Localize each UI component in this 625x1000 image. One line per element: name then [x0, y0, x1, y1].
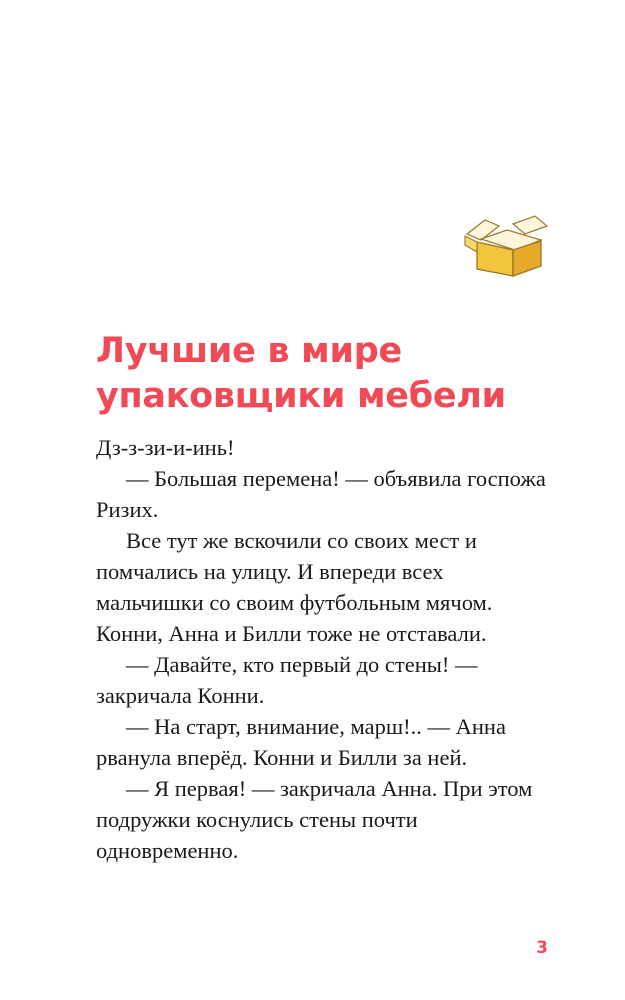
chapter-title-line-2: упаковщики мебели — [96, 376, 506, 417]
chapter-title — [96, 329, 546, 419]
body-text — [96, 432, 548, 866]
chapter-title-line-1: Лучшие в мире — [96, 331, 402, 372]
page-number: 3 — [536, 938, 548, 958]
paragraph: — Большая перемена! — объявила госпожа Ризих. — [96, 466, 546, 522]
paragraph: Дз-з-зи-и-инь! — [96, 435, 235, 460]
open-cardboard-box-illustration — [455, 212, 555, 282]
paragraph: — Давайте, кто первый до стены! — закричала Конни. — [96, 652, 478, 708]
paragraph: — На старт, внимание, марш!.. — Анна рванула вперёд. Конни и Билли за ней. — [96, 714, 506, 770]
paragraph: Все тут же вскочили со своих мест и помчались на улицу. И впереди всех мальчишки со своим футбольным мячом. Конни, Анна и Билли тоже не отставали. — [96, 528, 493, 646]
paragraph: — Я первая! — закричала Анна. При этом подружки коснулись стены почти одновременно. — [96, 776, 533, 863]
